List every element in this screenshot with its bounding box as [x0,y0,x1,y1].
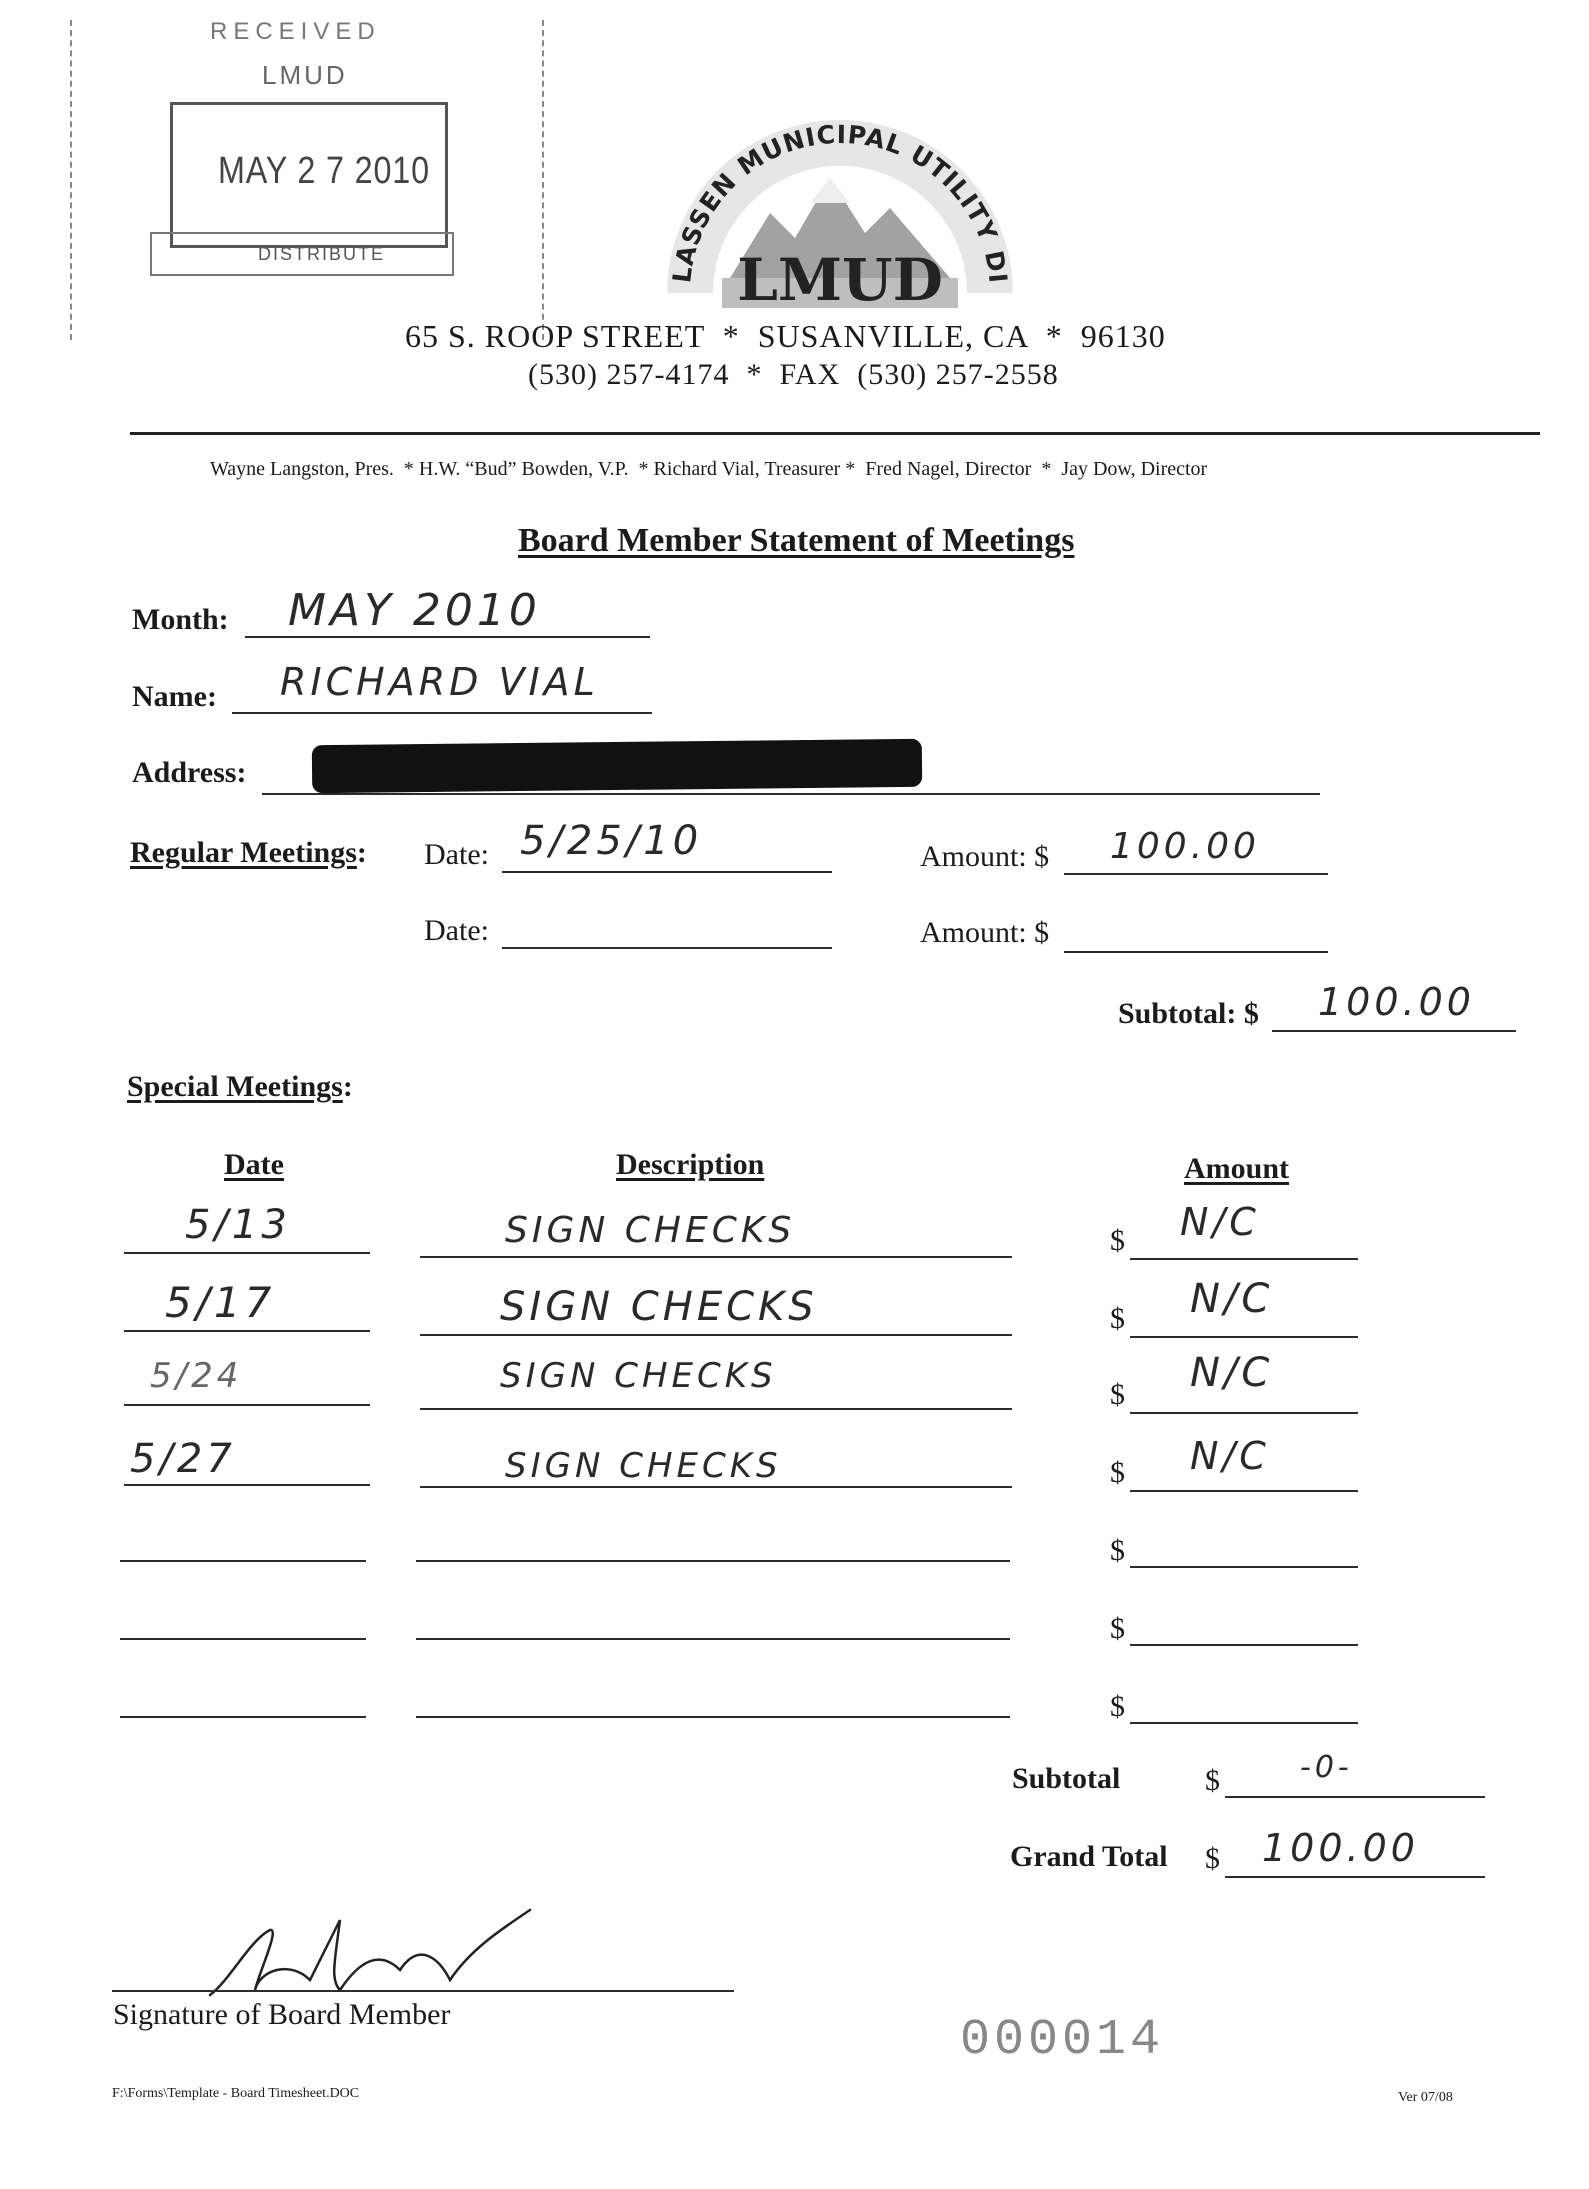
special-amount-line [1130,1258,1358,1260]
address-line [262,793,1320,795]
version-label: Ver 07/08 [1398,2090,1453,2105]
special-dollar: $ [1110,1378,1125,1411]
special-amount-line [1130,1722,1358,1724]
special-description-line [420,1408,1012,1410]
special-amount-line [1130,1644,1358,1646]
regular-meetings-label: Regular Meetings [130,836,357,869]
special-date-line [120,1638,366,1640]
regular-meetings-colon: : [356,836,367,869]
month-label: Month: [132,603,229,636]
special-description-line [416,1560,1010,1562]
special-dollar: $ [1110,1612,1125,1645]
special-date: 5/13 [185,1202,291,1248]
regular-date-line [502,871,832,873]
stamp-org: LMUD [262,60,348,90]
special-amount-line [1130,1412,1358,1414]
special-amount: N/C [1190,1350,1274,1396]
special-dollar: $ [1110,1456,1125,1489]
special-date-line [124,1252,370,1254]
special-subtotal-label: Subtotal [1012,1762,1121,1795]
regular-date-label: Date: [424,914,489,947]
grand-total-value: 100.00 [1262,1826,1419,1870]
header-rule [130,432,1540,435]
regular-date-line [502,947,832,949]
signature-scribble [200,1900,580,2000]
special-date: 5/27 [130,1436,236,1482]
regular-amount-label: Amount: $ [920,840,1050,873]
regular-subtotal-line [1272,1030,1516,1032]
month-line [245,636,650,638]
special-date-line [120,1560,366,1562]
special-dollar: $ [1110,1534,1125,1567]
column-date-header: Date [224,1148,284,1181]
stamp-date: MAY 2 7 2010 [218,150,430,192]
special-description-line [420,1486,1012,1488]
grand-total-dollar: $ [1205,1842,1220,1875]
special-description-line [416,1638,1010,1640]
grand-total-line [1225,1876,1485,1878]
special-meetings-label: Special Meetings [127,1070,343,1103]
signature-label: Signature of Board Member [113,1998,451,2031]
header-address: 65 S. ROOP STREET * SUSANVILLE, CA * 96130 [405,318,1166,354]
special-description: SIGN CHECKS [500,1356,777,1396]
name-label: Name: [132,680,217,713]
special-date: 5/24 [150,1356,243,1396]
regular-amount-value: 100.00 [1110,826,1260,867]
special-subtotal-value: -0- [1300,1750,1353,1785]
logo-initials: LMUD [737,246,943,314]
special-description-line [416,1716,1010,1718]
regular-meetings-heading [130,836,367,870]
special-subtotal-dollar: $ [1205,1764,1220,1797]
name-line [232,712,652,714]
special-date-line [124,1404,370,1406]
stamp-footer: DISTRIBUTE [258,244,386,264]
address-redaction [312,739,922,793]
stamp-received-text: RECEIVED [210,18,381,45]
special-date-line [124,1484,370,1486]
special-dollar: $ [1110,1224,1125,1257]
special-description: SIGN CHECKS [500,1284,818,1330]
regular-subtotal-value: 100.00 [1318,980,1475,1024]
special-amount-line [1130,1336,1358,1338]
file-path: F:\Forms\Template - Board Timesheet.DOC [112,2086,360,2101]
special-amount-line [1130,1566,1358,1568]
regular-subtotal-label: Subtotal: $ [1118,997,1259,1030]
signature [200,1900,580,2000]
logo-arc-text: LASSEN MUNICIPAL UTILITY DI [667,119,1013,285]
special-amount: N/C [1190,1276,1274,1322]
address-label: Address: [132,756,247,789]
regular-date-label: Date: [424,838,489,871]
special-amount: N/C [1190,1434,1270,1478]
regular-amount-line [1064,951,1328,953]
special-amount: N/C [1180,1200,1260,1244]
special-description-line [420,1256,1012,1258]
column-amount-header: Amount [1184,1152,1290,1185]
special-amount-line [1130,1490,1358,1492]
grand-total-label: Grand Total [1010,1840,1168,1873]
regular-amount-label: Amount: $ [920,916,1050,949]
regular-amount-line [1064,873,1328,875]
special-meetings-heading [127,1070,353,1104]
signature-line [112,1990,734,1992]
lmud-logo [660,118,1020,318]
form-title: Board Member Statement of Meetings [518,522,1075,559]
month-value: MAY 2010 [288,585,541,636]
special-date-line [120,1716,366,1718]
special-meetings-colon: : [342,1070,353,1103]
regular-date-value: 5/25/10 [520,818,703,864]
special-description: SIGN CHECKS [505,1446,782,1486]
special-description: SIGN CHECKS [505,1210,796,1251]
special-date-line [124,1330,370,1332]
page-number-stamp: 000014 [960,2012,1165,2069]
officers-line: Wayne Langston, Pres. * H.W. “Bud” Bowden, V.P. * Richard Vial, Treasurer * Fred Nagel, Director * Jay Dow, Director [210,458,1208,480]
special-date: 5/17 [165,1278,276,1327]
special-subtotal-line [1225,1796,1485,1798]
special-dollar: $ [1110,1302,1125,1335]
logo-emblem [660,118,1020,318]
column-description-header: Description [616,1148,765,1181]
special-description-line [420,1334,1012,1336]
name-value: RICHARD VIAL [280,660,599,704]
header-phone: (530) 257-4174 * FAX (530) 257-2558 [528,358,1059,391]
special-dollar: $ [1110,1690,1125,1723]
